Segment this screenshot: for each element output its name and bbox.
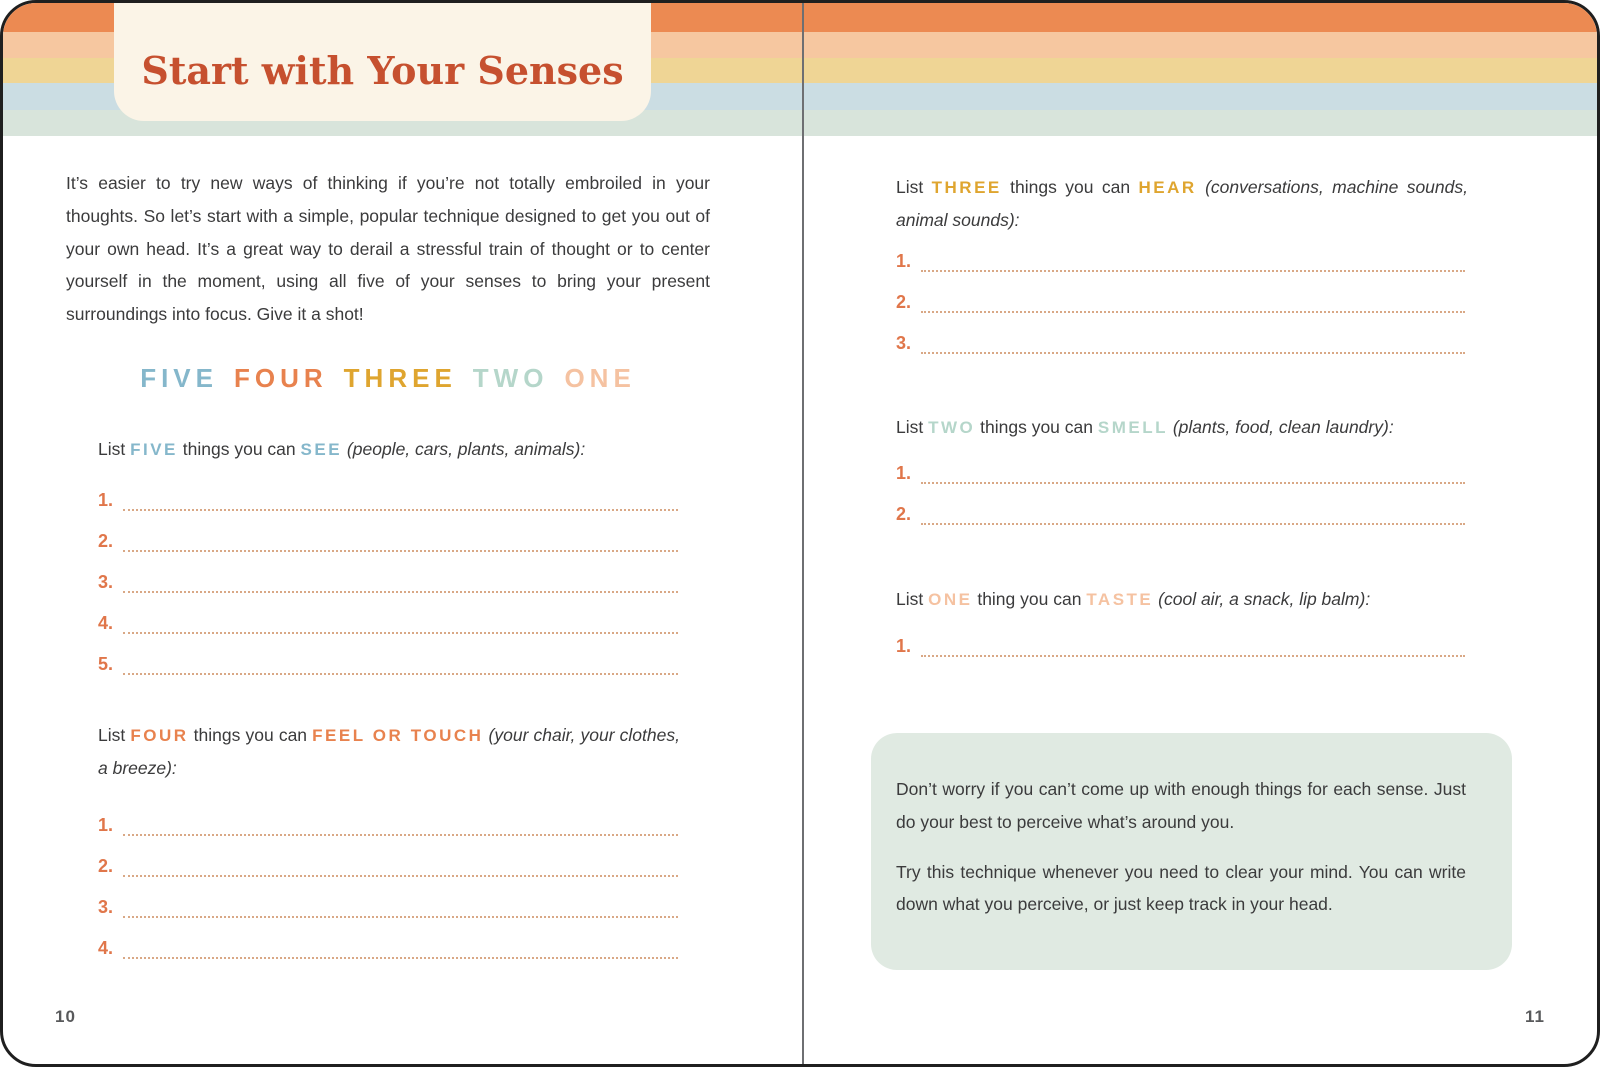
line-number: 2. bbox=[98, 531, 114, 551]
writing-line-row bbox=[896, 231, 1465, 272]
writing-line-row bbox=[98, 918, 678, 959]
countdown-word-two: TWO bbox=[472, 363, 549, 393]
writing-line-row bbox=[98, 634, 678, 675]
writing-line-row bbox=[896, 272, 1465, 313]
prompt-hint: (conversations, machine sounds, animal sounds): bbox=[896, 177, 1468, 230]
countdown-word-four: FOUR bbox=[234, 363, 328, 393]
sense-word-taste: TASTE bbox=[1086, 590, 1154, 609]
prompt-touch bbox=[98, 719, 680, 785]
title-card bbox=[114, 3, 651, 121]
touch-writing-lines bbox=[98, 795, 678, 959]
prompt-hear bbox=[896, 171, 1468, 237]
writing-line[interactable] bbox=[921, 270, 1465, 313]
prompt-middle: things you can bbox=[1010, 177, 1131, 197]
prompt-taste bbox=[896, 583, 1468, 616]
smell-writing-lines bbox=[896, 443, 1465, 525]
writing-line[interactable] bbox=[123, 834, 678, 877]
hear-writing-lines bbox=[896, 231, 1465, 354]
writing-line-row bbox=[98, 836, 678, 877]
prompt-middle: things you can bbox=[182, 439, 296, 459]
tip-paragraph-1: Don’t worry if you can’t come up with enough things for each sense. Just do your best to perceive what’s around you. bbox=[896, 779, 1466, 832]
prompt-hint: (plants, food, clean laundry): bbox=[1172, 417, 1394, 437]
line-number: 2. bbox=[896, 292, 912, 312]
line-number: 2. bbox=[98, 856, 114, 876]
prompt-lead: List bbox=[896, 589, 924, 609]
tip-box bbox=[871, 733, 1512, 970]
writing-line-row bbox=[896, 484, 1465, 525]
writing-line[interactable] bbox=[921, 482, 1465, 525]
line-number: 5. bbox=[98, 654, 114, 674]
line-number: 1. bbox=[896, 636, 912, 656]
taste-writing-lines bbox=[896, 616, 1465, 657]
sense-word-smell: SMELL bbox=[1097, 418, 1168, 437]
line-number: 1. bbox=[896, 463, 912, 483]
sense-word-hear: HEAR bbox=[1138, 178, 1197, 197]
prompt-lead: List bbox=[98, 439, 126, 459]
page-title: Start with Your Senses bbox=[141, 48, 624, 93]
prompt-see bbox=[98, 433, 646, 466]
count-word-one: ONE bbox=[928, 590, 973, 609]
writing-line[interactable] bbox=[123, 875, 678, 918]
writing-line[interactable] bbox=[123, 916, 678, 959]
see-writing-lines bbox=[98, 470, 678, 675]
line-number: 1. bbox=[98, 490, 114, 510]
writing-line[interactable] bbox=[123, 632, 678, 675]
line-number: 3. bbox=[98, 897, 114, 917]
line-number: 1. bbox=[896, 251, 912, 271]
prompt-lead: List bbox=[896, 417, 924, 437]
line-number: 1. bbox=[98, 815, 114, 835]
intro-paragraph: It’s easier to try new ways of thinking if you’re not totally embroiled in your thoughts. So let’s start with a simple, popular technique designed to get you out of your own head. It’s a great way to derail a stressful train of thought or to center yourself in the moment, using all five of your senses to bring your present surroundings into focus. Give it a shot! bbox=[66, 173, 710, 325]
prompt-middle: things you can bbox=[193, 725, 308, 745]
sense-word-touch: FEEL OR TOUCH bbox=[312, 726, 484, 745]
writing-line-row bbox=[98, 877, 678, 918]
writing-line-row bbox=[98, 593, 678, 634]
prompt-middle: things you can bbox=[980, 417, 1093, 437]
countdown-word-one: ONE bbox=[564, 363, 636, 393]
prompt-hint: (cool air, a snack, lip balm): bbox=[1158, 589, 1371, 609]
prompt-lead: List bbox=[896, 177, 924, 197]
line-number: 4. bbox=[98, 613, 114, 633]
tip-paragraph-2: Try this technique whenever you need to clear your mind. You can write down what you perceive, or just keep track in your head. bbox=[896, 861, 1466, 915]
page-number-left: 10 bbox=[55, 1007, 76, 1026]
page-spine-divider bbox=[802, 3, 804, 1064]
writing-line-row bbox=[98, 552, 678, 593]
writing-line[interactable] bbox=[123, 509, 678, 552]
line-number: 3. bbox=[98, 572, 114, 592]
writing-line[interactable] bbox=[921, 229, 1465, 272]
sense-word-see: SEE bbox=[300, 440, 343, 459]
line-number: 4. bbox=[98, 938, 114, 958]
writing-line-row bbox=[98, 470, 678, 511]
writing-line-row bbox=[98, 795, 678, 836]
line-number: 3. bbox=[896, 333, 912, 353]
count-word-two: TWO bbox=[928, 418, 976, 437]
page-number-right: 11 bbox=[1525, 1007, 1545, 1026]
prompt-hint: (your chair, your clothes, a breeze): bbox=[98, 725, 680, 778]
prompt-smell bbox=[896, 411, 1468, 444]
writing-line-row bbox=[98, 511, 678, 552]
countdown-word-five: FIVE bbox=[140, 363, 218, 393]
writing-line-row bbox=[896, 443, 1465, 484]
writing-line[interactable] bbox=[123, 793, 678, 836]
prompt-middle: thing you can bbox=[977, 589, 1082, 609]
writing-line[interactable] bbox=[921, 441, 1465, 484]
countdown-heading bbox=[66, 363, 710, 394]
count-word-three: THREE bbox=[931, 178, 1002, 197]
writing-line-row bbox=[896, 313, 1465, 354]
writing-line[interactable] bbox=[921, 311, 1465, 354]
writing-line[interactable] bbox=[123, 468, 678, 511]
line-number: 2. bbox=[896, 504, 912, 524]
prompt-lead: List bbox=[98, 725, 126, 745]
count-word-four: FOUR bbox=[130, 726, 189, 745]
count-word-five: FIVE bbox=[130, 440, 178, 459]
writing-line[interactable] bbox=[123, 591, 678, 634]
writing-line[interactable] bbox=[921, 614, 1465, 657]
countdown-word-three: THREE bbox=[343, 363, 457, 393]
prompt-hint: (people, cars, plants, animals): bbox=[346, 439, 586, 459]
writing-line-row bbox=[896, 616, 1465, 657]
writing-line[interactable] bbox=[123, 550, 678, 593]
